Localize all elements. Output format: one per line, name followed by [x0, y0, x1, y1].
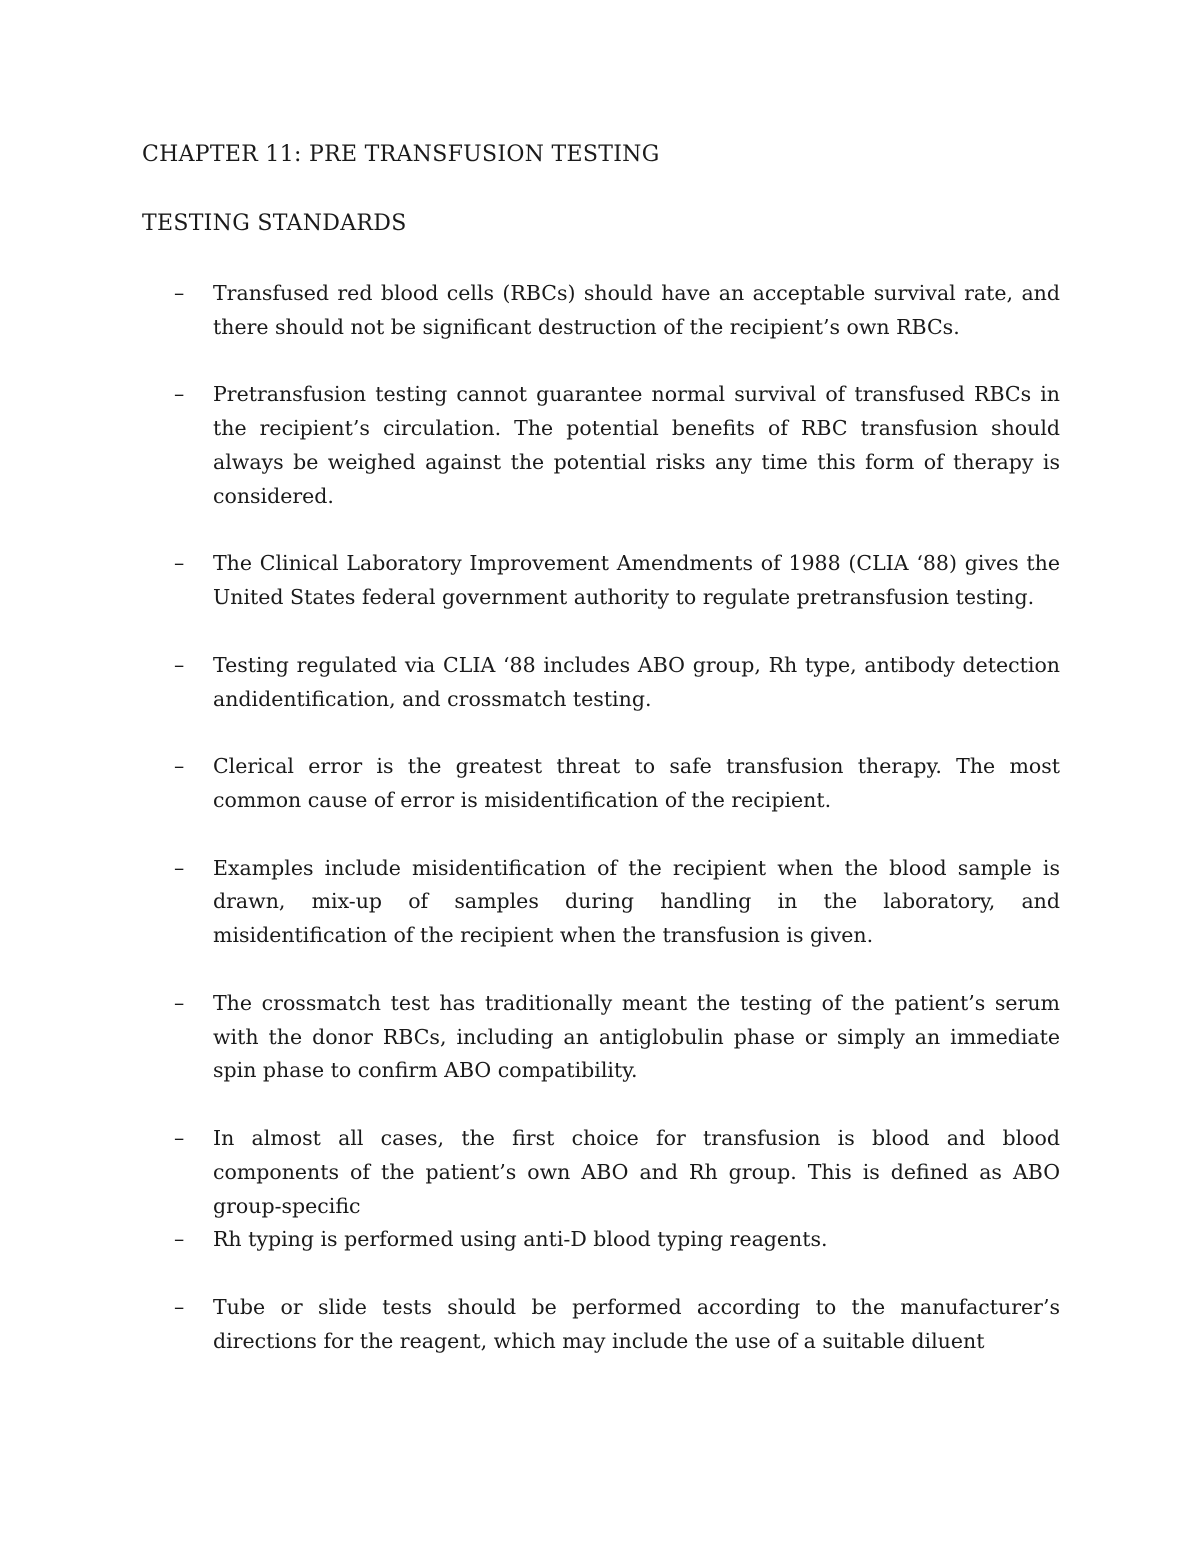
list-item — [0, 378, 1060, 513]
list-item — [0, 547, 1060, 615]
bullet-dash: – — [174, 382, 185, 407]
list-item — [0, 987, 1060, 1088]
list-item — [0, 1223, 1060, 1257]
bullet-dash: – — [174, 1227, 185, 1252]
bullet-text: Tube or slide tests should be performed according to the manufacturer’s directions for the reagent, which may include the use of a suitable diluent — [213, 1294, 1060, 1353]
chapter-title: CHAPTER 11: PRE TRANSFUSION TESTING — [142, 142, 660, 167]
bullet-dash: – — [174, 855, 185, 880]
bullet-text: Rh typing is performed using anti-D blood typing reagents. — [213, 1227, 828, 1252]
bullet-dash: – — [174, 754, 185, 779]
bullet-text: Clerical error is the greatest threat to safe transfusion therapy. The most common cause of error is misidentification of the recipient. — [213, 754, 1060, 812]
bullet-dash: – — [174, 1294, 185, 1319]
list-item — [0, 1122, 1060, 1223]
bullet-list — [0, 277, 1200, 1392]
list-item — [0, 852, 1060, 953]
list-item — [0, 750, 1060, 818]
list-item — [0, 649, 1060, 717]
bullet-text: Pretransfusion testing cannot guarantee normal survival of transfused RBCs in the recipient’s circulation. The potential benefits of RBC transfusion should always be weighed against the potential risks any time this form of therapy is considered. — [213, 382, 1060, 508]
bullet-dash: – — [174, 1125, 185, 1150]
bullet-text: In almost all cases, the first choice for transfusion is blood and blood components of the patient’s own ABO and Rh group. This is defined as ABO group-specific — [213, 1125, 1060, 1218]
bullet-text: The crossmatch test has traditionally meant the testing of the patient’s serum with the donor RBCs, including an antiglobulin phase or simply an immediate spin phase to confirm ABO compatibility. — [213, 990, 1060, 1083]
list-item — [0, 277, 1060, 345]
bullet-dash: – — [174, 990, 185, 1015]
bullet-text: The Clinical Laboratory Improvement Amendments of 1988 (CLIA ‘88) gives the United States federal government authority to regulate pretransfusion testing. — [213, 551, 1060, 610]
bullet-text: Examples include misidentification of the recipient when the blood sample is drawn, mix-up of samples during handling in the laboratory, and misidentification of the recipient when the transfusion is given. — [213, 855, 1060, 948]
bullet-text: Testing regulated via CLIA ‘88 includes ABO group, Rh type, antibody detection andidentification, and crossmatch testing. — [213, 652, 1060, 711]
bullet-text: Transfused red blood cells (RBCs) should have an acceptable survival rate, and there should not be significant destruction of the recipient’s own RBCs. — [213, 281, 1060, 339]
bullet-dash: – — [174, 652, 185, 677]
section-title: TESTING STANDARDS — [142, 211, 407, 236]
list-item — [0, 1291, 1060, 1359]
bullet-dash: – — [174, 281, 185, 305]
bullet-dash: – — [174, 551, 185, 576]
